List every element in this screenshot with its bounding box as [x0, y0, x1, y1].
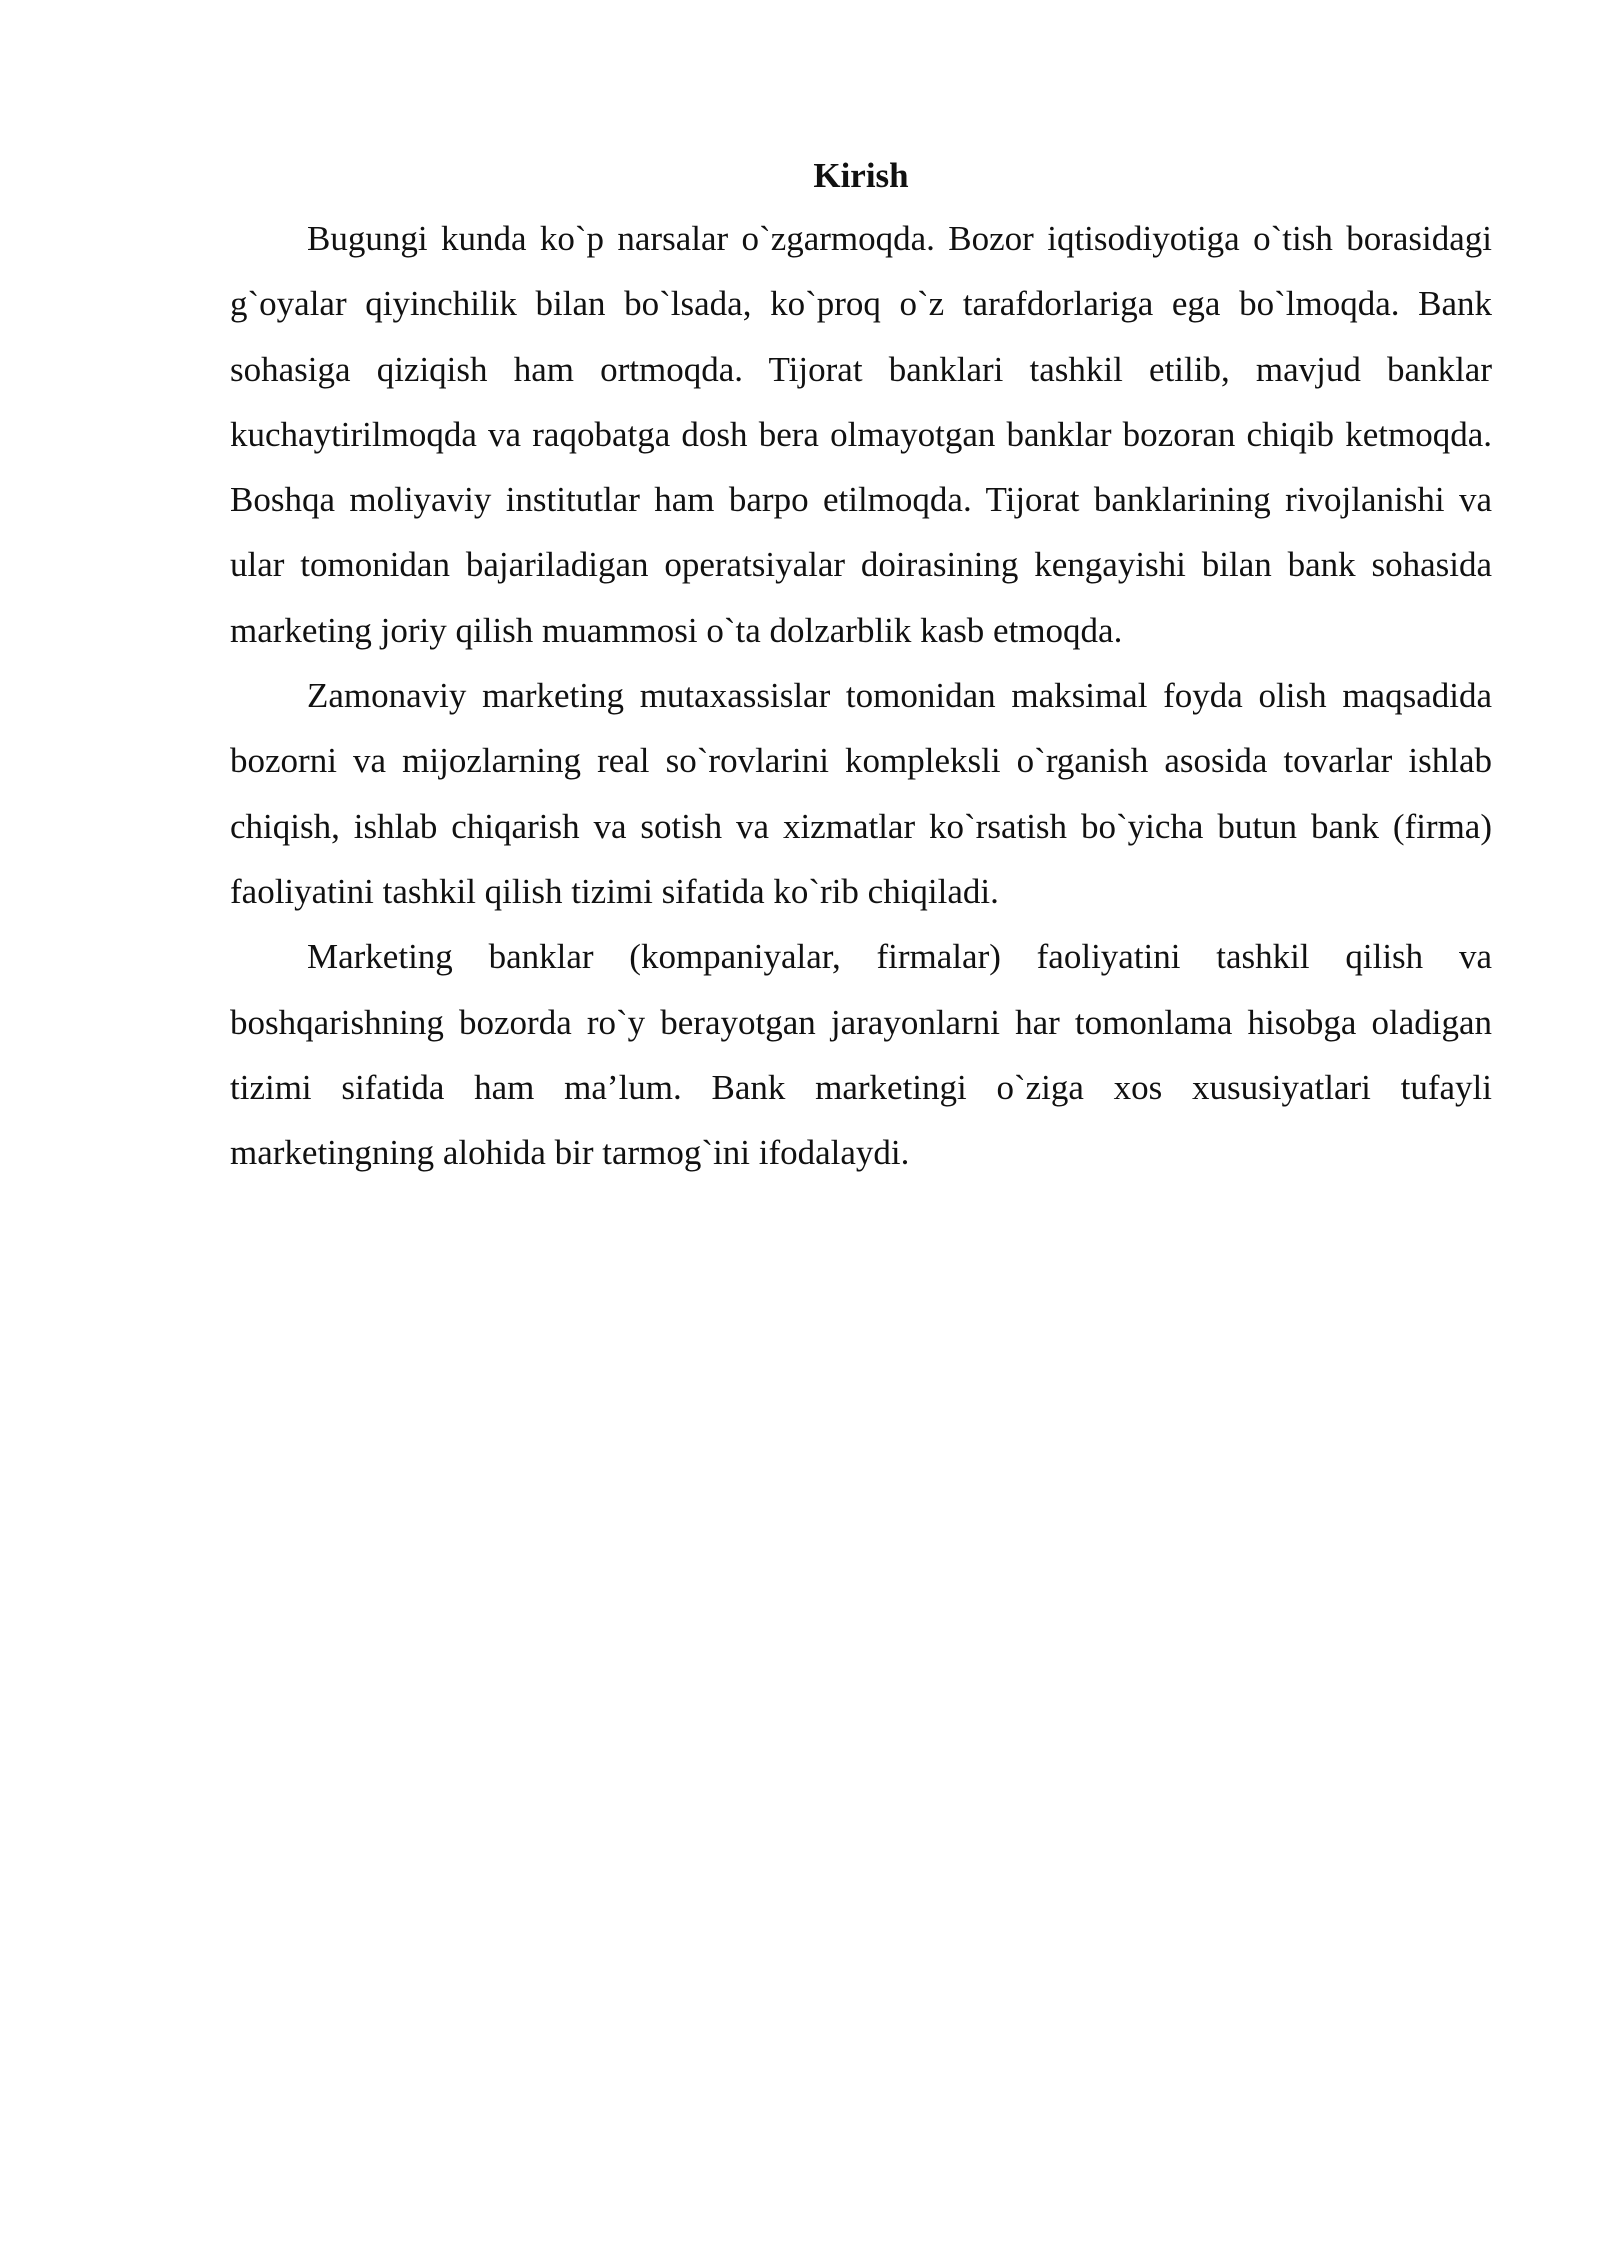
paragraph-3: Marketing banklar (kompaniyalar, firmalar) faoliyatini tashkil qilish va boshqarishning bozorda ro`y berayotgan jarayonlarni har tomonlama hisobga oladigan tizimi sifatida ham ma’lum. Bank marketingi o`ziga xos xususiyatlari tufayli marketingning alohida bir tarmog`ini ifodalaydi.	[230, 937, 1492, 1173]
paragraph-1: Bugungi kunda ko`p narsalar o`zgarmoqda. Bozor iqtisodiyotiga o`tish borasidagi g`oyalar qiyinchilik bilan bo`lsada, ko`proq o`z tarafdorlariga ega bo`lmoqda. Bank sohasiga qiziqish ham ortmoqda. Tijorat banklari tashkil etilib, mavjud banklar kuchaytirilmoqda va raqobatga dosh bera olmayotgan banklar bozoran chiqib ketmoqda. Boshqa moliyaviy institutlar ham barpo etilmoqda. Tijorat banklarining rivojlanishi va ular tomonidan bajariladigan operatsiyalar doirasining kengayishi bilan bank sohasida marketing joriy qilish muammosi o`ta dolzarblik kasb etmoqda.	[230, 219, 1492, 650]
document-body	[230, 150, 1492, 1185]
paragraph-2: Zamonaviy marketing mutaxassislar tomonidan maksimal foyda olish maqsadida bozorni va mijozlarning real so`rovlarini kompleksli o`rganish asosida tovarlar ishlab chiqish, ishlab chiqarish va sotish va xizmatlar ko`rsatish bo`yicha butun bank (firma) faoliyatini tashkil qilish tizimi sifatida ko`rib chiqiladi.	[230, 676, 1492, 911]
page-title: Kirish	[813, 156, 909, 195]
